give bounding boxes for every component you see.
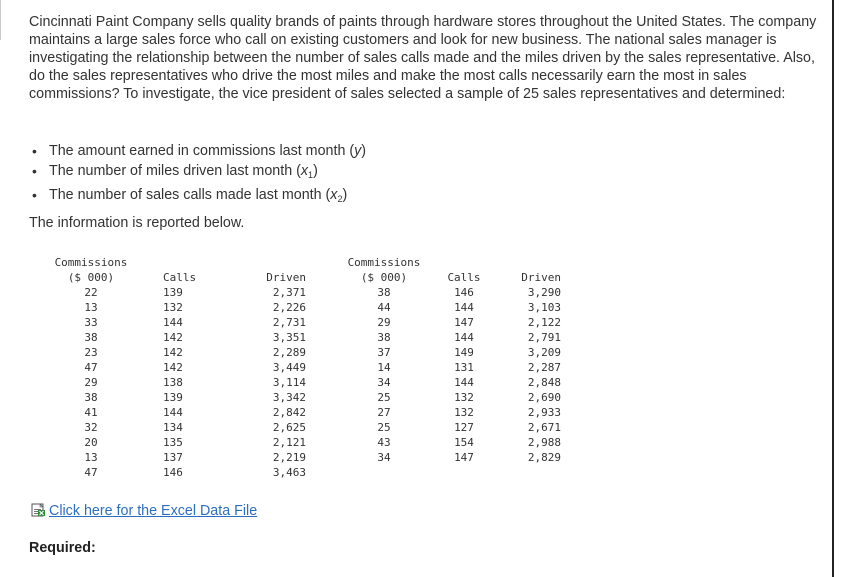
table-cell: 154 xyxy=(454,436,474,449)
table-cell: 147 xyxy=(454,316,474,329)
table-cell: 144 xyxy=(163,406,183,419)
table-cell: 2,219 xyxy=(272,451,306,464)
table-cell: 47 xyxy=(84,466,98,479)
table-cell: 2,289 xyxy=(272,346,306,359)
table-cell: 132 xyxy=(454,406,474,419)
table-cell: 144 xyxy=(454,301,474,314)
table-cell: 3,290 xyxy=(527,286,561,299)
table-cell: 142 xyxy=(163,331,183,344)
table-cell: 147 xyxy=(454,451,474,464)
table-cell: 33 xyxy=(84,316,98,329)
table-cell: 127 xyxy=(454,421,474,434)
table-cell: 142 xyxy=(163,361,183,374)
table-cell: 2,625 xyxy=(272,421,306,434)
table-cell: 14 xyxy=(377,361,391,374)
left-calls-column xyxy=(163,255,213,480)
table-cell: 23 xyxy=(84,346,98,359)
driven-header: Driven xyxy=(266,271,306,284)
calls-header: Calls xyxy=(447,271,481,284)
calls-header: Calls xyxy=(163,271,197,284)
table-cell: 13 xyxy=(84,451,98,464)
table-cell: 37 xyxy=(377,346,391,359)
problem-intro: Cincinnati Paint Company sells quality brands of paints through hardware stores throughout the United States. The company maintains a large sales force who call on existing customers and look for new business. The national sales manager is investigating the relationship between the number of sales calls made and the miles driven by the sales representative. Also, do the sales representatives who drive the most miles and make the most calls necessarily earn the most in sales commissions? To investigate, the vice president of sales selected a sample of 25 sales representatives and determined: xyxy=(29,14,817,103)
commissions-header: Commissions xyxy=(54,256,128,269)
table-cell: 3,209 xyxy=(527,346,561,359)
table-cell: 135 xyxy=(163,436,183,449)
table-cell: 132 xyxy=(454,391,474,404)
left-commissions-column xyxy=(45,255,137,480)
table-cell: 47 xyxy=(84,361,98,374)
table-cell: 32 xyxy=(84,421,98,434)
table-cell: 146 xyxy=(163,466,183,479)
table-cell: 2,731 xyxy=(272,316,306,329)
right-edge xyxy=(832,0,834,577)
right-calls-column xyxy=(439,255,489,465)
table-cell: 41 xyxy=(84,406,98,419)
bullet-y: • The amount earned in commissions last month (y) xyxy=(29,141,366,161)
table-cell: 44 xyxy=(377,301,391,314)
table-cell: 2,988 xyxy=(527,436,561,449)
excel-data-link-row xyxy=(31,503,257,519)
right-driven-column xyxy=(503,255,561,465)
table-cell: 20 xyxy=(84,436,98,449)
table-cell: 38 xyxy=(377,331,391,344)
table-cell: 34 xyxy=(377,376,391,389)
table-cell: 142 xyxy=(163,346,183,359)
table-cell: 38 xyxy=(84,391,98,404)
table-cell: 3,103 xyxy=(527,301,561,314)
table-cell: 2,690 xyxy=(527,391,561,404)
bullet-x2: • The number of sales calls made last month $(x_2)$ xyxy=(29,185,366,209)
table-cell: 2,848 xyxy=(527,376,561,389)
reported-text: The information is reported below. xyxy=(29,215,245,231)
table-cell: 146 xyxy=(454,286,474,299)
table-cell: 138 xyxy=(163,376,183,389)
driven-header: Driven xyxy=(521,271,561,284)
table-cell: 29 xyxy=(84,376,98,389)
table-cell: 134 xyxy=(163,421,183,434)
commissions-header: Commissions xyxy=(347,256,421,269)
table-cell: 3,114 xyxy=(272,376,306,389)
table-cell: 2,671 xyxy=(527,421,561,434)
commissions-unit-header: ($ 000) xyxy=(67,271,115,284)
table-cell: 2,791 xyxy=(527,331,561,344)
table-cell: 2,287 xyxy=(527,361,561,374)
table-cell: 144 xyxy=(163,316,183,329)
table-cell: 139 xyxy=(163,286,183,299)
table-cell: 43 xyxy=(377,436,391,449)
bullet-x1: • The number of miles driven last month $(x_1)$ xyxy=(29,161,366,185)
table-cell: 3,449 xyxy=(272,361,306,374)
variable-list xyxy=(29,141,366,209)
table-cell: 29 xyxy=(377,316,391,329)
table-cell: 22 xyxy=(84,286,98,299)
table-cell: 13 xyxy=(84,301,98,314)
table-cell: 25 xyxy=(377,421,391,434)
table-cell: 149 xyxy=(454,346,474,359)
table-cell: 2,121 xyxy=(272,436,306,449)
table-cell: 2,226 xyxy=(272,301,306,314)
left-driven-column xyxy=(250,255,306,480)
table-cell: 132 xyxy=(163,301,183,314)
table-cell: 2,122 xyxy=(527,316,561,329)
table-cell: 3,342 xyxy=(272,391,306,404)
table-cell: 3,463 xyxy=(272,466,306,479)
table-cell: 137 xyxy=(163,451,183,464)
required-heading: Required: xyxy=(29,540,96,556)
right-commissions-column xyxy=(338,255,430,465)
table-cell: 2,829 xyxy=(527,451,561,464)
table-cell: 139 xyxy=(163,391,183,404)
table-cell: 38 xyxy=(377,286,391,299)
table-cell: 34 xyxy=(377,451,391,464)
table-cell: 144 xyxy=(454,376,474,389)
excel-data-link[interactable]: Click here for the Excel Data File xyxy=(49,503,258,519)
table-cell: 38 xyxy=(84,331,98,344)
left-edge xyxy=(0,0,1,40)
table-cell: 2,933 xyxy=(527,406,561,419)
table-cell: 2,842 xyxy=(272,406,306,419)
excel-file-icon xyxy=(31,503,46,517)
table-cell: 27 xyxy=(377,406,391,419)
table-cell: 2,371 xyxy=(272,286,306,299)
table-cell: 144 xyxy=(454,331,474,344)
table-cell: 25 xyxy=(377,391,391,404)
table-cell: 3,351 xyxy=(272,331,306,344)
commissions-unit-header: ($ 000) xyxy=(360,271,408,284)
table-cell: 131 xyxy=(454,361,474,374)
